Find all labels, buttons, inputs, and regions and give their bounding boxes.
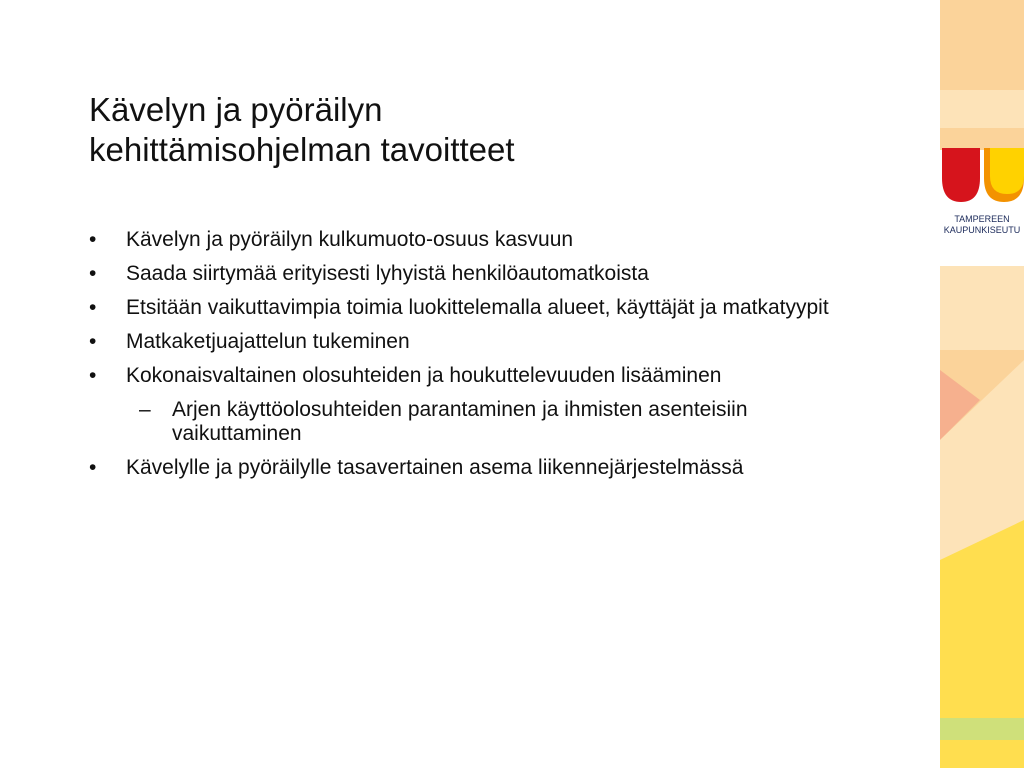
logo-text-line-2: KAUPUNKISEUTU	[943, 225, 1021, 235]
bullet-item	[89, 456, 879, 480]
bullet-item	[89, 330, 879, 354]
bullet-text: Kokonaisvaltainen olosuhteiden ja houkuttelevuuden lisääminen	[126, 364, 722, 387]
bullet-marker: •	[89, 228, 97, 251]
bullet-item	[89, 262, 879, 286]
sub-bullet-list	[126, 398, 879, 446]
bullet-marker: •	[89, 262, 97, 285]
bullet-item	[89, 228, 879, 252]
bullet-text: Saada siirtymää erityisesti lyhyistä henkilöautomatkoista	[126, 262, 649, 285]
decorative-side-strip	[940, 0, 1024, 768]
bullet-text: Etsitään vaikuttavimpia toimia luokittelemalla alueet, käyttäjät ja matkatyypit	[126, 296, 829, 319]
decor-wedges	[940, 0, 1024, 768]
logo-text-line-1: TAMPEREEN	[954, 214, 1010, 224]
bullet-text: Kävelylle ja pyöräilylle tasavertainen asema liikennejärjestelmässä	[126, 456, 744, 479]
sub-bullet-text: Arjen käyttöolosuhteiden parantaminen ja ihmisten asenteisiin vaikuttaminen	[172, 398, 748, 445]
slide-title	[89, 90, 889, 170]
bullet-marker: •	[89, 364, 97, 387]
slide-title-line-1: Kävelyn ja pyöräilyn	[89, 91, 383, 128]
bullet-marker: •	[89, 456, 97, 479]
logo-shield-icon	[940, 128, 1024, 208]
sub-bullet-item	[126, 398, 879, 446]
bullet-marker: •	[89, 330, 97, 353]
bullet-item	[89, 296, 879, 320]
slide-title-line-2: kehittämisohjelman tavoitteet	[89, 131, 515, 168]
tampereen-kaupunkiseutu-logo	[940, 128, 1024, 240]
sub-bullet-marker: –	[139, 398, 151, 421]
bullet-item	[89, 364, 879, 446]
bullet-list	[89, 228, 879, 490]
logo-red-shape	[942, 148, 980, 202]
bullet-marker: •	[89, 296, 97, 319]
logo-yellow-band	[940, 128, 1024, 150]
bullet-text: Matkaketjuajattelun tukeminen	[126, 330, 410, 353]
logo-yellow-shape	[990, 148, 1024, 194]
bullet-text: Kävelyn ja pyöräilyn kulkumuoto-osuus kasvuun	[126, 228, 574, 251]
